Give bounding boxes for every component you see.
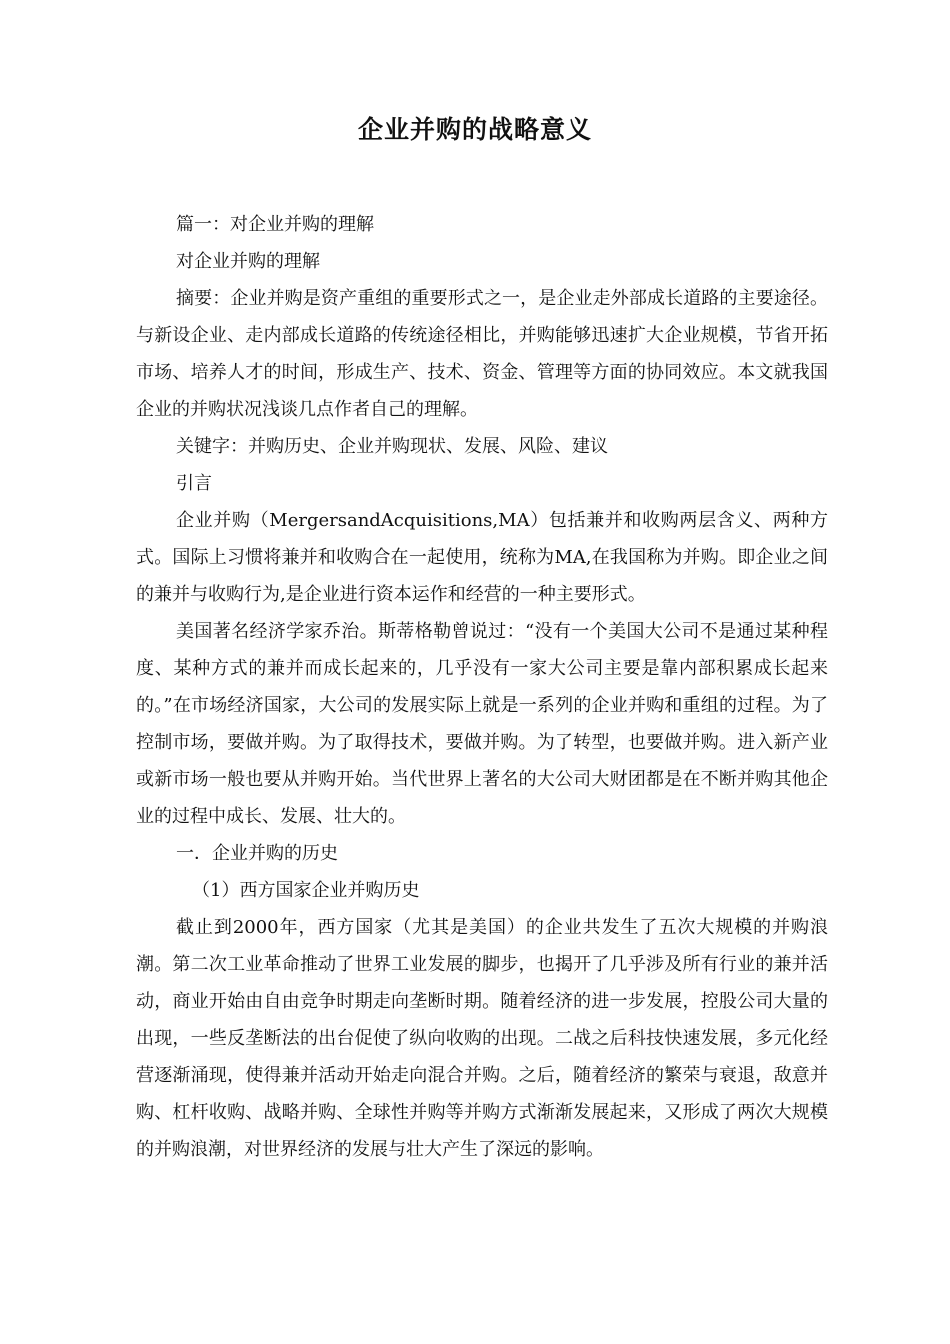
document-body xyxy=(136,206,828,1168)
section-heading-history: 一．企业并购的历史 xyxy=(176,843,338,864)
document-title: 企业并购的战略意义 xyxy=(357,115,592,144)
subsection-heading-western-history: （1）西方国家企业并购历史 xyxy=(192,880,420,901)
section-heading-part-one: 篇一：对企业并购的理解 xyxy=(176,214,374,235)
introduction-heading: 引言 xyxy=(176,473,212,494)
article-title: 对企业并购的理解 xyxy=(176,251,320,272)
stigler-quote-paragraph: 美国著名经济学家乔治。斯蒂格勒曾说过：“没有一个美国大公司不是通过某种程度、某种方式的兼并而成长起来的，几乎没有一家大公司主要是靠内部积累成长起来的。”在市场经济国家，大公司的发展实际上就是一系列的企业并购和重组的过程。为了控制市场，要做并购。为了取得技术，要做并购。为了转型，也要做并购。进入新产业或新市场一般也要从并购开始。当代世界上著名的大公司大财团都是在不断并购其他企业的过程中成长、发展、壮大的。 xyxy=(136,621,828,827)
definition-paragraph: 企业并购（MergersandAcquisitions,MA）包括兼并和收购两层含义、两种方式。国际上习惯将兼并和收购合在一起使用，统称为MA,在我国称为并购。即企业之间的兼并与收购行为,是企业进行资本运作和经营的一种主要形式。 xyxy=(136,510,828,605)
abstract-paragraph: 摘要：企业并购是资产重组的重要形式之一，是企业走外部成长道路的主要途径。与新设企业、走内部成长道路的传统途径相比，并购能够迅速扩大企业规模，节省开拓市场、培养人才的时间，形成生产、技术、资金、管理等方面的协同效应。本文就我国企业的并购状况浅谈几点作者自己的理解。 xyxy=(136,288,828,420)
keywords-line: 关键字：并购历史、企业并购现状、发展、风险、建议 xyxy=(176,436,608,457)
merger-waves-paragraph: 截止到2000年，西方国家（尤其是美国）的企业共发生了五次大规模的并购浪潮。第二次工业革命推动了世界工业发展的脚步，也揭开了几乎涉及所有行业的兼并活动，商业开始由自由竞争时期走向垄断时期。随着经济的进一步发展，控股公司大量的出现，一些反垄断法的出台促使了纵向收购的出现。二战之后科技快速发展，多元化经营逐渐涌现，使得兼并活动开始走向混合并购。之后，随着经济的繁荣与衰退，敌意并购、杠杆收购、战略并购、全球性并购等并购方式渐渐发展起来，又形成了两次大规模的并购浪潮，对世界经济的发展与壮大产生了深远的影响。 xyxy=(136,917,828,1160)
